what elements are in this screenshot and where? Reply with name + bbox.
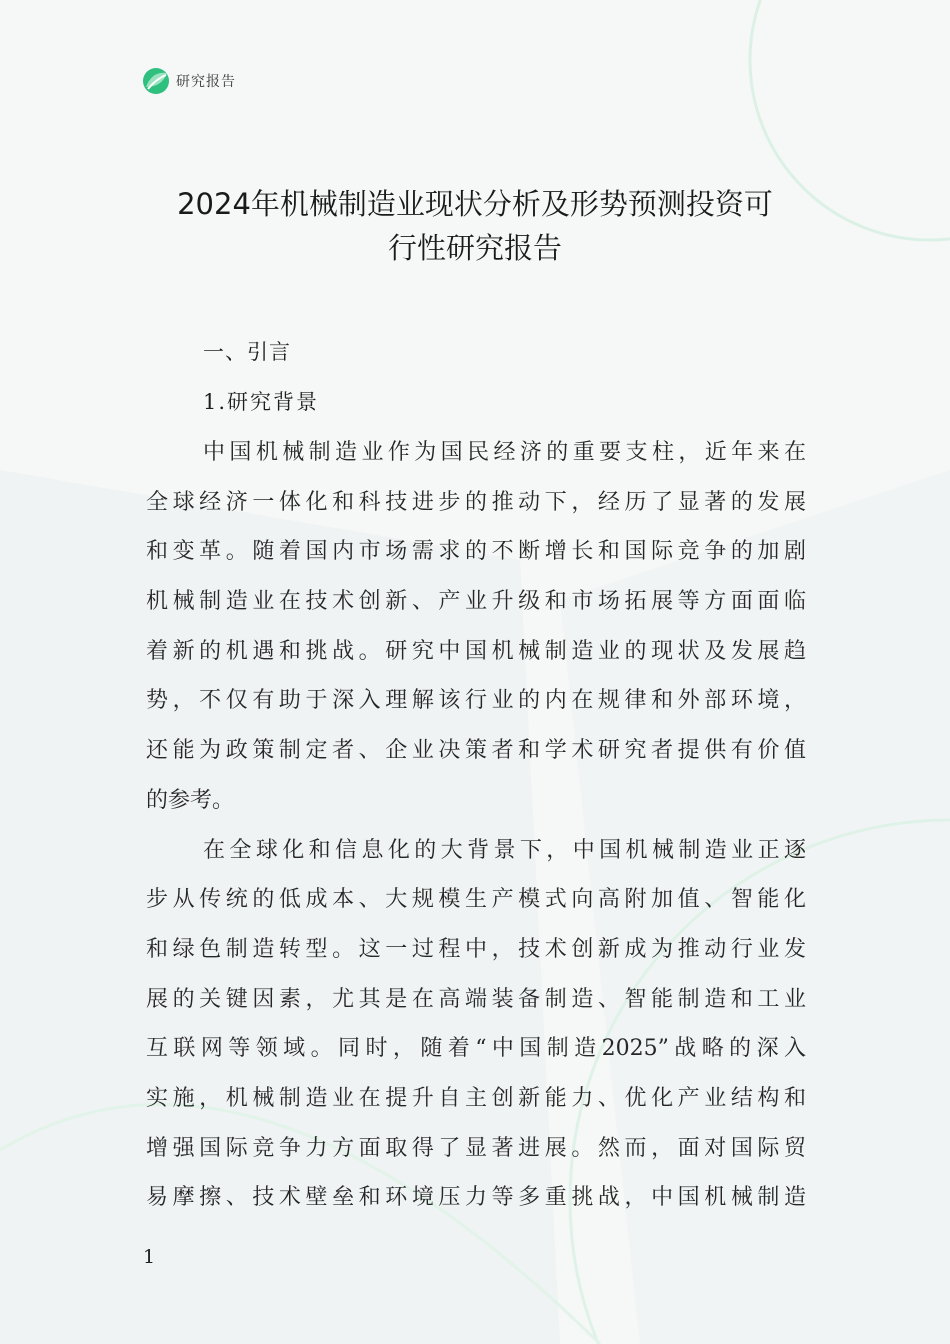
title-line-2: 行性研究报告 <box>387 231 562 265</box>
paragraph-line: 展的关键因素，尤其是在高端装备制造、智能制造和工业 <box>146 986 806 1012</box>
paragraph-line: 和变革。随着国内市场需求的不断增长和国际竞争的加剧 <box>146 539 806 565</box>
paragraph-line: 着新的机遇和挑战。研究中国机械制造业的现状及发展趋 <box>146 638 806 664</box>
paragraph-line: 在全球化和信息化的大背景下，中国机械制造业正逐 <box>203 837 806 863</box>
paragraph-line: 易摩擦、技术壁垒和环境压力等多重挑战，中国机械制造 <box>146 1185 806 1211</box>
paragraph-line: 中国机械制造业作为国民经济的重要支柱，近年来在 <box>203 440 806 465</box>
paragraph-line: 和绿色制造转型。这一过程中，技术创新成为推动行业发 <box>146 936 806 962</box>
paragraph-line: 实施，机械制造业在提升自主创新能力、优化产业结构和 <box>146 1085 806 1111</box>
leaf-logo-icon <box>142 67 170 95</box>
paragraph-line: 势，不仅有助于深入理解该行业的内在规律和外部环境， <box>146 688 806 714</box>
paragraph-line: 全球经济一体化和科技进步的推动下，经历了显著的发展 <box>146 489 806 515</box>
paragraph-line: 步从传统的低成本、大规模生产模式向高附加值、智能化 <box>146 887 806 913</box>
page-number: 1 <box>143 1246 156 1268</box>
header-label: 研究报告 <box>176 74 236 90</box>
paragraph-line: 还能为政策制定者、企业决策者和学术研究者提供有价值 <box>146 738 806 764</box>
paragraph-line: 增强国际竞争力方面取得了显著进展。然而，面对国际贸 <box>146 1135 806 1161</box>
paragraph-line: 机械制造业在技术创新、产业升级和市场拓展等方面面临 <box>146 589 806 615</box>
page-title <box>140 182 810 270</box>
section-heading: 一、引言 <box>203 340 291 364</box>
paragraph-line: 互联网等领域。同时，随着“中国制造2025”战略的深入 <box>146 1036 806 1062</box>
report-header <box>142 66 236 96</box>
paragraph-line: 的参考。 <box>146 787 235 813</box>
section-subheading: 1.研究背景 <box>203 390 320 414</box>
title-line-1: 2024年机械制造业现状分析及形势预测投资可 <box>177 187 773 221</box>
body-text <box>146 428 806 1223</box>
